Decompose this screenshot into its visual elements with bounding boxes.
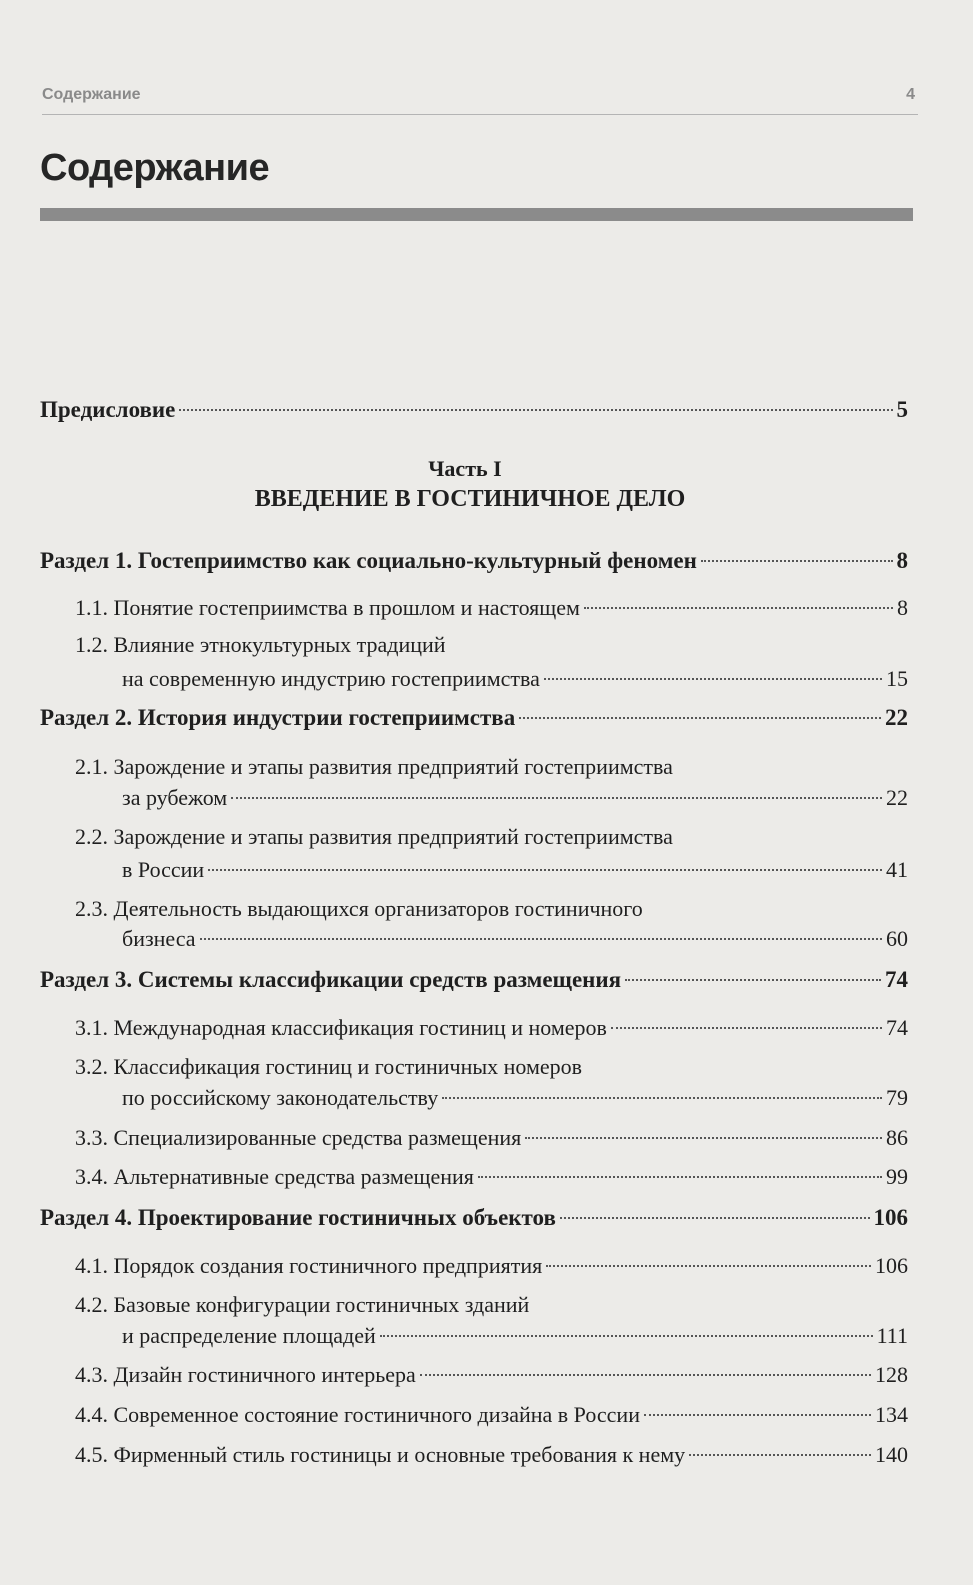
toc-item-label: на современную индустрию гостеприимства bbox=[122, 666, 540, 691]
toc-item-3-1[interactable] bbox=[75, 1013, 908, 1043]
part-title: ВВЕДЕНИЕ В ГОСТИНИЧНОЕ ДЕЛО bbox=[254, 486, 686, 512]
toc-item-page: 99 bbox=[886, 1164, 908, 1189]
toc-item-3-4[interactable] bbox=[75, 1162, 908, 1192]
toc-item-3-2-line1[interactable] bbox=[75, 1052, 908, 1082]
dot-leader bbox=[689, 1454, 871, 1456]
toc-item-page: 86 bbox=[886, 1125, 908, 1150]
toc-item-page: 111 bbox=[876, 1323, 908, 1348]
toc-item-number: 3.2. bbox=[75, 1054, 108, 1079]
toc-item-page: 15 bbox=[886, 666, 908, 691]
toc-item-1-1[interactable] bbox=[75, 593, 908, 623]
toc-item-3-2[interactable] bbox=[122, 1083, 908, 1113]
toc-item-label: Зарождение и этапы развития предприятий гостеприимства bbox=[113, 824, 673, 849]
dot-leader bbox=[420, 1374, 871, 1376]
toc-item-number: 2.2. bbox=[75, 824, 108, 849]
dot-leader bbox=[519, 717, 881, 719]
toc-item-4-2-line1[interactable] bbox=[75, 1290, 908, 1320]
header-rule bbox=[42, 114, 918, 115]
toc-item-2-1[interactable] bbox=[122, 783, 908, 813]
dot-leader bbox=[478, 1176, 882, 1178]
toc-item-number: 3.3. bbox=[75, 1125, 108, 1150]
toc-item-number: 2.1. bbox=[75, 754, 108, 779]
toc-item-label: Влияние этнокультурных традиций bbox=[113, 632, 446, 657]
dot-leader bbox=[584, 607, 893, 609]
toc-item-page: 140 bbox=[875, 1442, 908, 1467]
toc-entry-label: Раздел 3. Системы классификации средств размещения bbox=[40, 967, 622, 992]
toc-item-label: по российскому законодательству bbox=[122, 1085, 439, 1110]
dot-leader bbox=[701, 560, 893, 562]
toc-item-number: 2.3. bbox=[75, 896, 108, 921]
toc-item-number: 4.3. bbox=[75, 1362, 108, 1387]
toc-item-4-1[interactable] bbox=[75, 1251, 908, 1281]
toc-item-4-3[interactable] bbox=[75, 1360, 908, 1390]
toc-item-label: бизнеса bbox=[122, 926, 196, 951]
toc-item-number: 4.1. bbox=[75, 1253, 108, 1278]
toc-entry-preface[interactable] bbox=[40, 395, 908, 425]
toc-item-page: 22 bbox=[886, 785, 908, 810]
dot-leader bbox=[625, 979, 881, 981]
toc-entry-label: Раздел 2. История индустрии гостеприимства bbox=[40, 705, 516, 730]
toc-item-2-3-line1[interactable] bbox=[75, 894, 908, 924]
toc-item-number: 1.2. bbox=[75, 632, 108, 657]
toc-item-label: и распределение площадей bbox=[122, 1323, 376, 1348]
toc-item-1-2-line1[interactable] bbox=[75, 630, 908, 660]
toc-item-2-1-line1[interactable] bbox=[75, 752, 908, 782]
running-head-page-number: 4 bbox=[906, 86, 915, 103]
toc-entry-label: Предисловие bbox=[40, 397, 176, 422]
toc-item-4-2[interactable] bbox=[122, 1321, 908, 1351]
toc-item-label: Зарождение и этапы развития предприятий гостеприимства bbox=[113, 754, 673, 779]
toc-item-label: Базовые конфигурации гостиничных зданий bbox=[113, 1292, 530, 1317]
toc-item-4-4[interactable] bbox=[75, 1400, 908, 1430]
toc-entry-page: 22 bbox=[885, 705, 908, 730]
toc-item-3-3[interactable] bbox=[75, 1123, 908, 1153]
toc-item-label: Порядок создания гостиничного предприятия bbox=[113, 1253, 543, 1278]
toc-item-number: 3.4. bbox=[75, 1164, 108, 1189]
toc-item-page: 79 bbox=[886, 1085, 908, 1110]
toc-item-page: 41 bbox=[886, 857, 908, 882]
dot-leader bbox=[179, 409, 892, 411]
toc-item-number: 3.1. bbox=[75, 1015, 108, 1040]
toc-item-label: Международная классификация гостиниц и номеров bbox=[113, 1015, 607, 1040]
toc-item-page: 8 bbox=[897, 595, 908, 620]
toc-item-2-2[interactable] bbox=[122, 855, 908, 885]
toc-entry-page: 74 bbox=[885, 967, 908, 992]
toc-item-label: за рубежом bbox=[122, 785, 228, 810]
toc-item-page: 128 bbox=[875, 1362, 908, 1387]
toc-entry-page: 5 bbox=[896, 397, 908, 422]
dot-leader bbox=[200, 938, 882, 940]
toc-item-page: 134 bbox=[875, 1402, 908, 1427]
page-title: Содержание bbox=[40, 147, 270, 189]
toc-item-label: Фирменный стиль гостиницы и основные требования к нему bbox=[113, 1442, 686, 1467]
part-label: Часть I bbox=[428, 456, 502, 481]
toc-item-label: Специализированные средства размещения bbox=[113, 1125, 522, 1150]
dot-leader bbox=[546, 1265, 871, 1267]
dot-leader bbox=[560, 1217, 870, 1219]
title-bar bbox=[40, 208, 913, 221]
dot-leader bbox=[644, 1414, 871, 1416]
toc-item-1-2[interactable] bbox=[122, 664, 908, 694]
toc-item-2-3[interactable] bbox=[122, 924, 908, 954]
toc-item-number: 4.4. bbox=[75, 1402, 108, 1427]
toc-item-2-2-line1[interactable] bbox=[75, 822, 908, 852]
toc-item-label: Современное состояние гостиничного дизайна в России bbox=[113, 1402, 640, 1427]
dot-leader bbox=[380, 1335, 873, 1337]
toc-entry-label: Раздел 1. Гостеприимство как социально-культурный феномен bbox=[40, 548, 697, 573]
dot-leader bbox=[525, 1137, 882, 1139]
toc-item-label: Понятие гостеприимства в прошлом и настоящем bbox=[113, 595, 580, 620]
toc-item-label: Классификация гостиниц и гостиничных номеров bbox=[113, 1054, 583, 1079]
toc-section-2[interactable] bbox=[40, 703, 908, 733]
toc-item-page: 74 bbox=[886, 1015, 908, 1040]
toc-item-label: Дизайн гостиничного интерьера bbox=[113, 1362, 416, 1387]
dot-leader bbox=[442, 1097, 882, 1099]
toc-item-label: Альтернативные средства размещения bbox=[113, 1164, 474, 1189]
toc-item-page: 106 bbox=[875, 1253, 908, 1278]
toc-item-number: 1.1. bbox=[75, 595, 108, 620]
toc-item-number: 4.5. bbox=[75, 1442, 108, 1467]
dot-leader bbox=[208, 869, 882, 871]
toc-item-number: 4.2. bbox=[75, 1292, 108, 1317]
toc-section-1[interactable] bbox=[40, 546, 908, 576]
toc-item-page: 60 bbox=[886, 926, 908, 951]
toc-entry-page: 8 bbox=[896, 548, 908, 573]
dot-leader bbox=[611, 1027, 882, 1029]
toc-item-label: в России bbox=[122, 857, 205, 882]
toc-item-4-5[interactable] bbox=[75, 1440, 908, 1470]
toc-item-label: Деятельность выдающихся организаторов гостиничного bbox=[113, 896, 643, 921]
toc-section-3[interactable] bbox=[40, 965, 908, 995]
toc-entry-page: 106 bbox=[873, 1205, 908, 1230]
toc-entry-label: Раздел 4. Проектирование гостиничных объектов bbox=[40, 1205, 556, 1230]
running-head: Содержание bbox=[42, 86, 141, 103]
dot-leader bbox=[231, 797, 882, 799]
dot-leader bbox=[544, 678, 882, 680]
toc-section-4[interactable] bbox=[40, 1203, 908, 1233]
